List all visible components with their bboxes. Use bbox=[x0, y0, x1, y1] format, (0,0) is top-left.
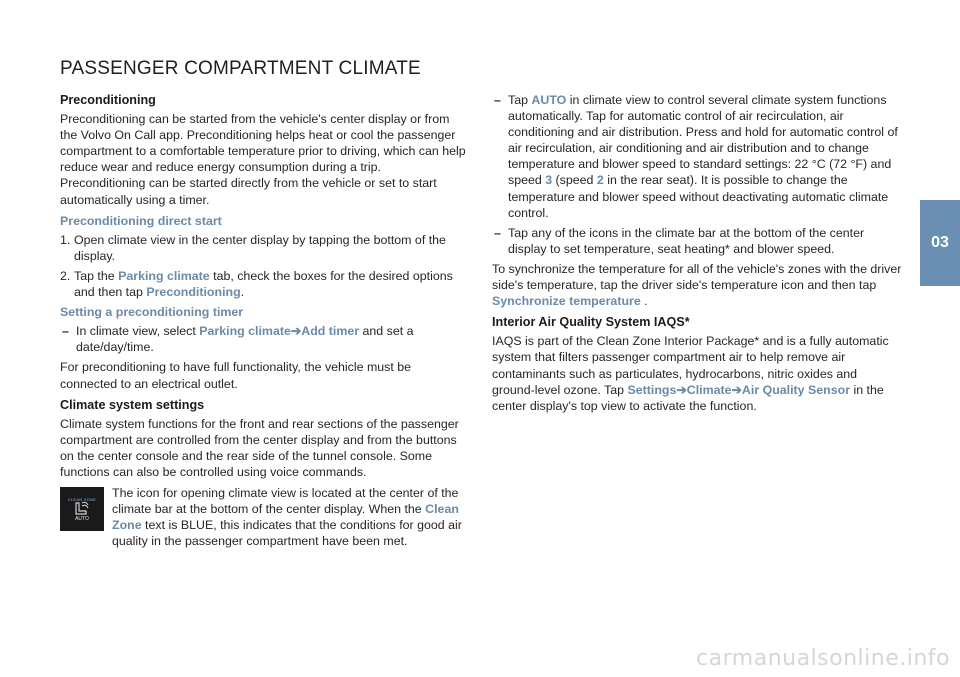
left-column bbox=[60, 92, 466, 549]
text: IAQS is part of the Clean Zone Interior Package* and is a fully automatic system that filters passenger compartment air to help remove air contaminants such as particulates, hydrocarbons, nitric oxides and ground-level ozone. Tap bbox=[492, 334, 889, 397]
add-timer-link: Add timer bbox=[301, 324, 360, 339]
step-number: 2. bbox=[60, 268, 71, 283]
watermark: carmanualsonline.info bbox=[696, 646, 950, 671]
chapter-number: 03 bbox=[931, 234, 949, 251]
sync-text bbox=[492, 261, 902, 309]
step-1 bbox=[60, 232, 466, 264]
arrow-right-icon: ➔ bbox=[290, 324, 302, 339]
auto-item bbox=[492, 92, 902, 221]
text: and set a date/day/time. bbox=[76, 324, 414, 355]
step-number: 1. bbox=[60, 232, 71, 247]
text: text is BLUE, this indicates that the conditions for good air quality in the passenger compartment have been met. bbox=[112, 518, 462, 549]
synchronize-temperature-link: Synchronize temperature bbox=[492, 294, 641, 309]
climate-settings-text: Climate system functions for the front and rear sections of the passenger compartment are controlled from the center display and from the buttons on the center console and the rear side of the tunnel console. Some functions can also be controlled using voice commands. bbox=[60, 416, 459, 479]
text: . bbox=[240, 285, 245, 300]
iaqs-text bbox=[492, 333, 902, 413]
outlet-text: For preconditioning to have full functionality, the vehicle must be connected to an electrical outlet. bbox=[60, 360, 412, 391]
text: The icon for opening climate view is located at the center of the climate bar at the bottom of the center display. When the bbox=[112, 486, 459, 517]
speed-value: 2 bbox=[596, 173, 604, 188]
direct-start-heading: Preconditioning direct start bbox=[60, 213, 222, 228]
icon-description bbox=[112, 485, 466, 549]
step-2 bbox=[60, 268, 466, 300]
auto-text bbox=[508, 92, 902, 221]
text: Tap bbox=[508, 93, 532, 107]
icons-text: Tap any of the icons in the climate bar at the bottom of the center display to set temperature, seat heating* and blower speed. bbox=[508, 225, 865, 256]
preconditioning-link: Preconditioning bbox=[146, 285, 241, 300]
dash-marker: – bbox=[494, 225, 501, 240]
text: tab, check the boxes for the desired options and then tap bbox=[74, 268, 453, 300]
icon-note bbox=[60, 485, 466, 549]
icons-item bbox=[492, 225, 902, 257]
text: To synchronize the temperature for all of the vehicle's zones with the driver side's temperature, tap the driver side's temperature icon and then tap bbox=[492, 261, 902, 293]
clean-zone-link: Clean Zone bbox=[112, 502, 459, 533]
climate-icon bbox=[60, 487, 104, 531]
timer-heading: Setting a preconditioning timer bbox=[60, 305, 244, 320]
climate-link: Climate bbox=[686, 382, 732, 397]
text: in climate view to control several climate system functions automatically. Tap for automatic control of air recirculation, air conditioning and air distribution. Press and hold for automatic control of air recirculation, air conditioning and air distribution and to change temperature and blower speed to standard settings: 22 °C (72 °F) and speed bbox=[508, 93, 898, 188]
parking-climate-link: Parking climate bbox=[199, 324, 291, 339]
text: (speed bbox=[552, 173, 597, 188]
preconditioning-heading: Preconditioning bbox=[60, 93, 156, 107]
auto-link: AUTO bbox=[531, 93, 567, 107]
text: Tap the bbox=[74, 268, 119, 283]
auto-label: AUTO bbox=[75, 515, 89, 522]
timer-item bbox=[60, 323, 466, 355]
iaqs-heading: Interior Air Quality System IAQS* bbox=[492, 315, 690, 330]
text: in the rear seat). It is possible to change the temperature and blower speed without deactivating automatic climate control. bbox=[508, 173, 889, 220]
chapter-tab bbox=[920, 200, 960, 286]
speed-value: 3 bbox=[545, 173, 553, 188]
arrow-right-icon: ➔ bbox=[676, 382, 687, 397]
air-quality-sensor-link: Air Quality Sensor bbox=[741, 382, 851, 397]
clean-zone-label: CLEAN ZONE bbox=[67, 497, 97, 503]
step-text: Open climate view in the center display by tapping the bottom of the display. bbox=[74, 232, 446, 263]
dash-marker: – bbox=[494, 93, 501, 107]
text: in the center display's top view to activate the function. bbox=[492, 382, 884, 413]
right-column bbox=[492, 92, 902, 419]
text: . bbox=[640, 294, 648, 309]
step-text bbox=[74, 268, 466, 300]
dash-marker: – bbox=[62, 324, 69, 339]
text: In climate view, select bbox=[76, 324, 200, 339]
timer-text bbox=[76, 323, 466, 355]
parking-climate-link: Parking climate bbox=[118, 268, 210, 283]
arrow-right-icon: ➔ bbox=[731, 382, 742, 397]
preconditioning-text: Preconditioning can be started from the vehicle's center display or from the Volvo On Call app. Preconditioning helps heat or cool the passenger compartment to a comfortable temperature prior to driving, which can help reduce wear and reduce energy consumption during a trip. Preconditioning can be started directly from the vehicle or set to start automatically using a timer. bbox=[60, 112, 466, 207]
climate-settings-heading: Climate system settings bbox=[60, 397, 205, 412]
page-title: PASSENGER COMPARTMENT CLIMATE bbox=[60, 58, 421, 79]
settings-link: Settings bbox=[627, 382, 677, 397]
